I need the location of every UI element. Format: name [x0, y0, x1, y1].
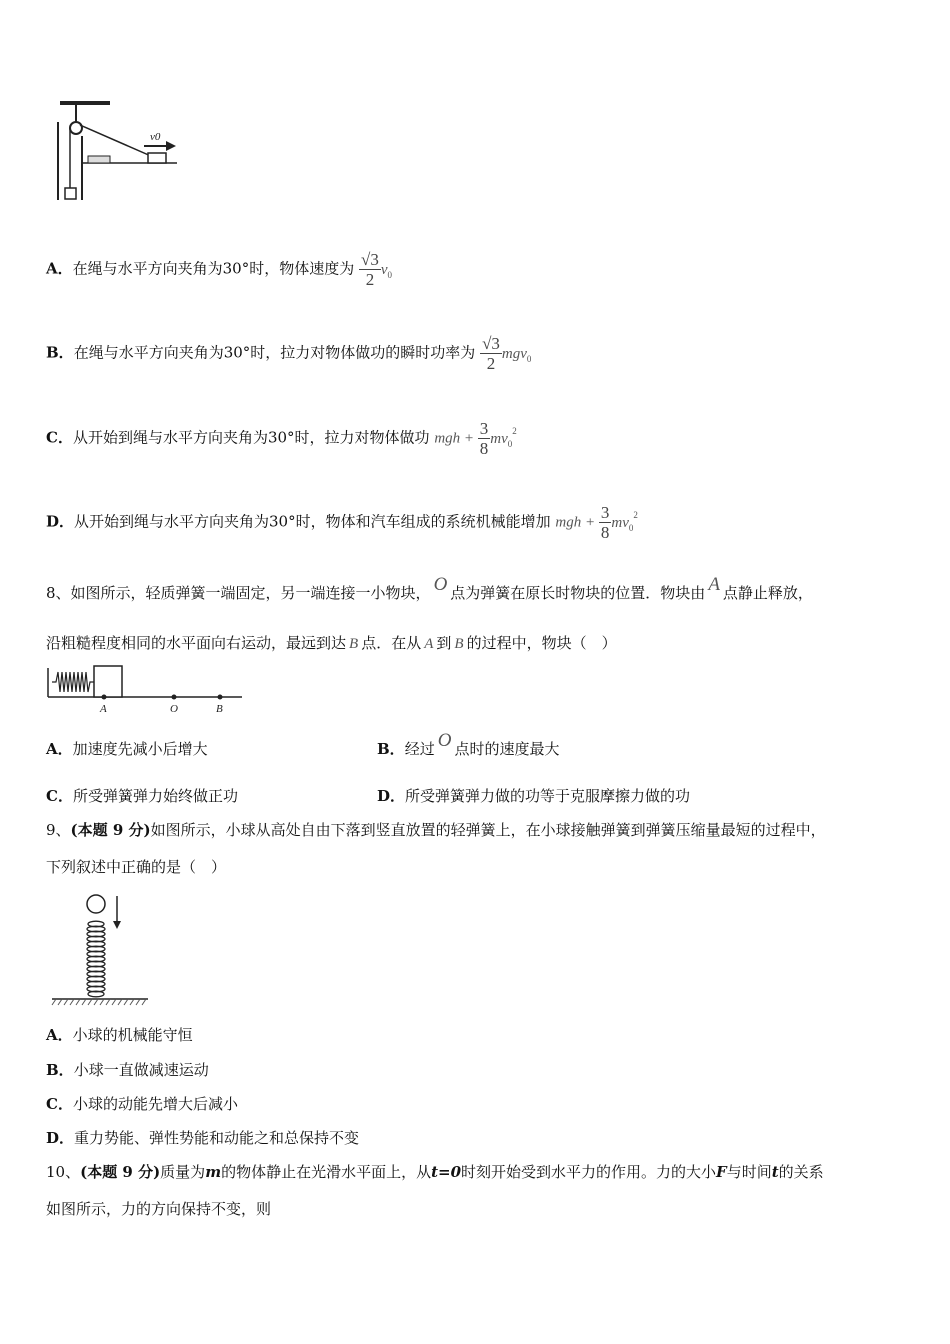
label-o: O	[170, 703, 178, 715]
q8-figure	[46, 660, 246, 716]
q8-option-d[interactable]: D．所受弹簧弹力做的功等于克服摩擦力做的功	[377, 787, 691, 805]
q10-stem-line1: 10、(本题 9 分)质量为m的物体静止在光滑水平面上，从t=0时刻开始受到水平力的作用。力的大小F与时间t的关系	[46, 1163, 824, 1181]
spring-coil	[52, 672, 94, 692]
q10-stem-line2: 如图所示，力的方向保持不变，则	[46, 1200, 272, 1218]
q9-stem-line2: 下列叙述中正确的是（ ）	[46, 858, 227, 876]
q8-stem-line1: 8、如图所示，轻质弹簧一端固定，另一端连接一小物块， O 点为弹簧在原长时物块的位置．物块由 A 点静止释放，	[46, 574, 813, 602]
q9-figure	[50, 892, 155, 1010]
hanging-block	[65, 188, 76, 199]
q7-option-d[interactable]: D．从开始到绳与水平方向夹角为30°时，物体和汽车组成的系统机械能增加 mgh + $\frac{3}{8}$ $mv_0^2$	[46, 503, 638, 542]
q9-option-b[interactable]: B．小球一直做减速运动	[46, 1061, 209, 1079]
vertical-spring	[87, 921, 105, 997]
q9-option-a[interactable]: A．小球的机械能守恒	[46, 1026, 193, 1044]
point-a	[102, 695, 107, 700]
point-o	[172, 695, 177, 700]
fraction: $\frac{3}{8}$	[600, 503, 610, 542]
label-b: B	[216, 703, 223, 715]
q7-option-b[interactable]: B．在绳与水平方向夹角为30°时，拉力对物体做功的瞬时功率为 $\frac{√3}{2}$ mgv$_0$	[46, 334, 532, 373]
pulley-wheel	[70, 122, 82, 134]
q8-option-b[interactable]: B．经过 O 点时的速度最大	[377, 730, 560, 758]
q8-stem-line2: 沿粗糙程度相同的水平面向右运动，最远到达 B 点．在从 A 到 B 的过程中，物块（ ）	[46, 634, 617, 652]
car-body	[148, 153, 166, 163]
q9-option-c[interactable]: C．小球的动能先增大后减小	[46, 1095, 238, 1113]
q7-figure	[52, 100, 187, 205]
falling-ball	[87, 895, 105, 913]
fraction: $\frac{√3}{2}$	[361, 250, 379, 289]
velocity-label: v0	[150, 131, 161, 143]
fraction: $\frac{3}{8}$	[479, 419, 489, 458]
fraction: $\frac{√3}{2}$	[482, 334, 500, 373]
q8-option-a[interactable]: A．加速度先减小后增大	[46, 740, 208, 758]
q8-option-c[interactable]: C．所受弹簧弹力始终做正功	[46, 787, 238, 805]
sliding-block	[94, 666, 122, 697]
q7-option-a[interactable]: A．在绳与水平方向夹角为30°时，物体速度为 $\frac{√3}{2}$ $v_0$	[46, 250, 393, 289]
q7-option-c[interactable]: C．从开始到绳与水平方向夹角为30°时，拉力对物体做功 mgh + $\frac{3}{8}$ $mv_0^2$	[46, 419, 517, 458]
point-b	[218, 695, 223, 700]
label-a: A	[100, 703, 107, 715]
q9-stem-line1: 9、(本题 9 分)如图所示，小球从高处自由下落到竖直放置的轻弹簧上，在小球接触弹簧到弹簧压缩量最短的过程中，	[46, 821, 826, 839]
q9-option-d[interactable]: D．重力势能、弹性势能和动能之和总保持不变	[46, 1129, 360, 1147]
ceiling-bar	[60, 101, 110, 105]
